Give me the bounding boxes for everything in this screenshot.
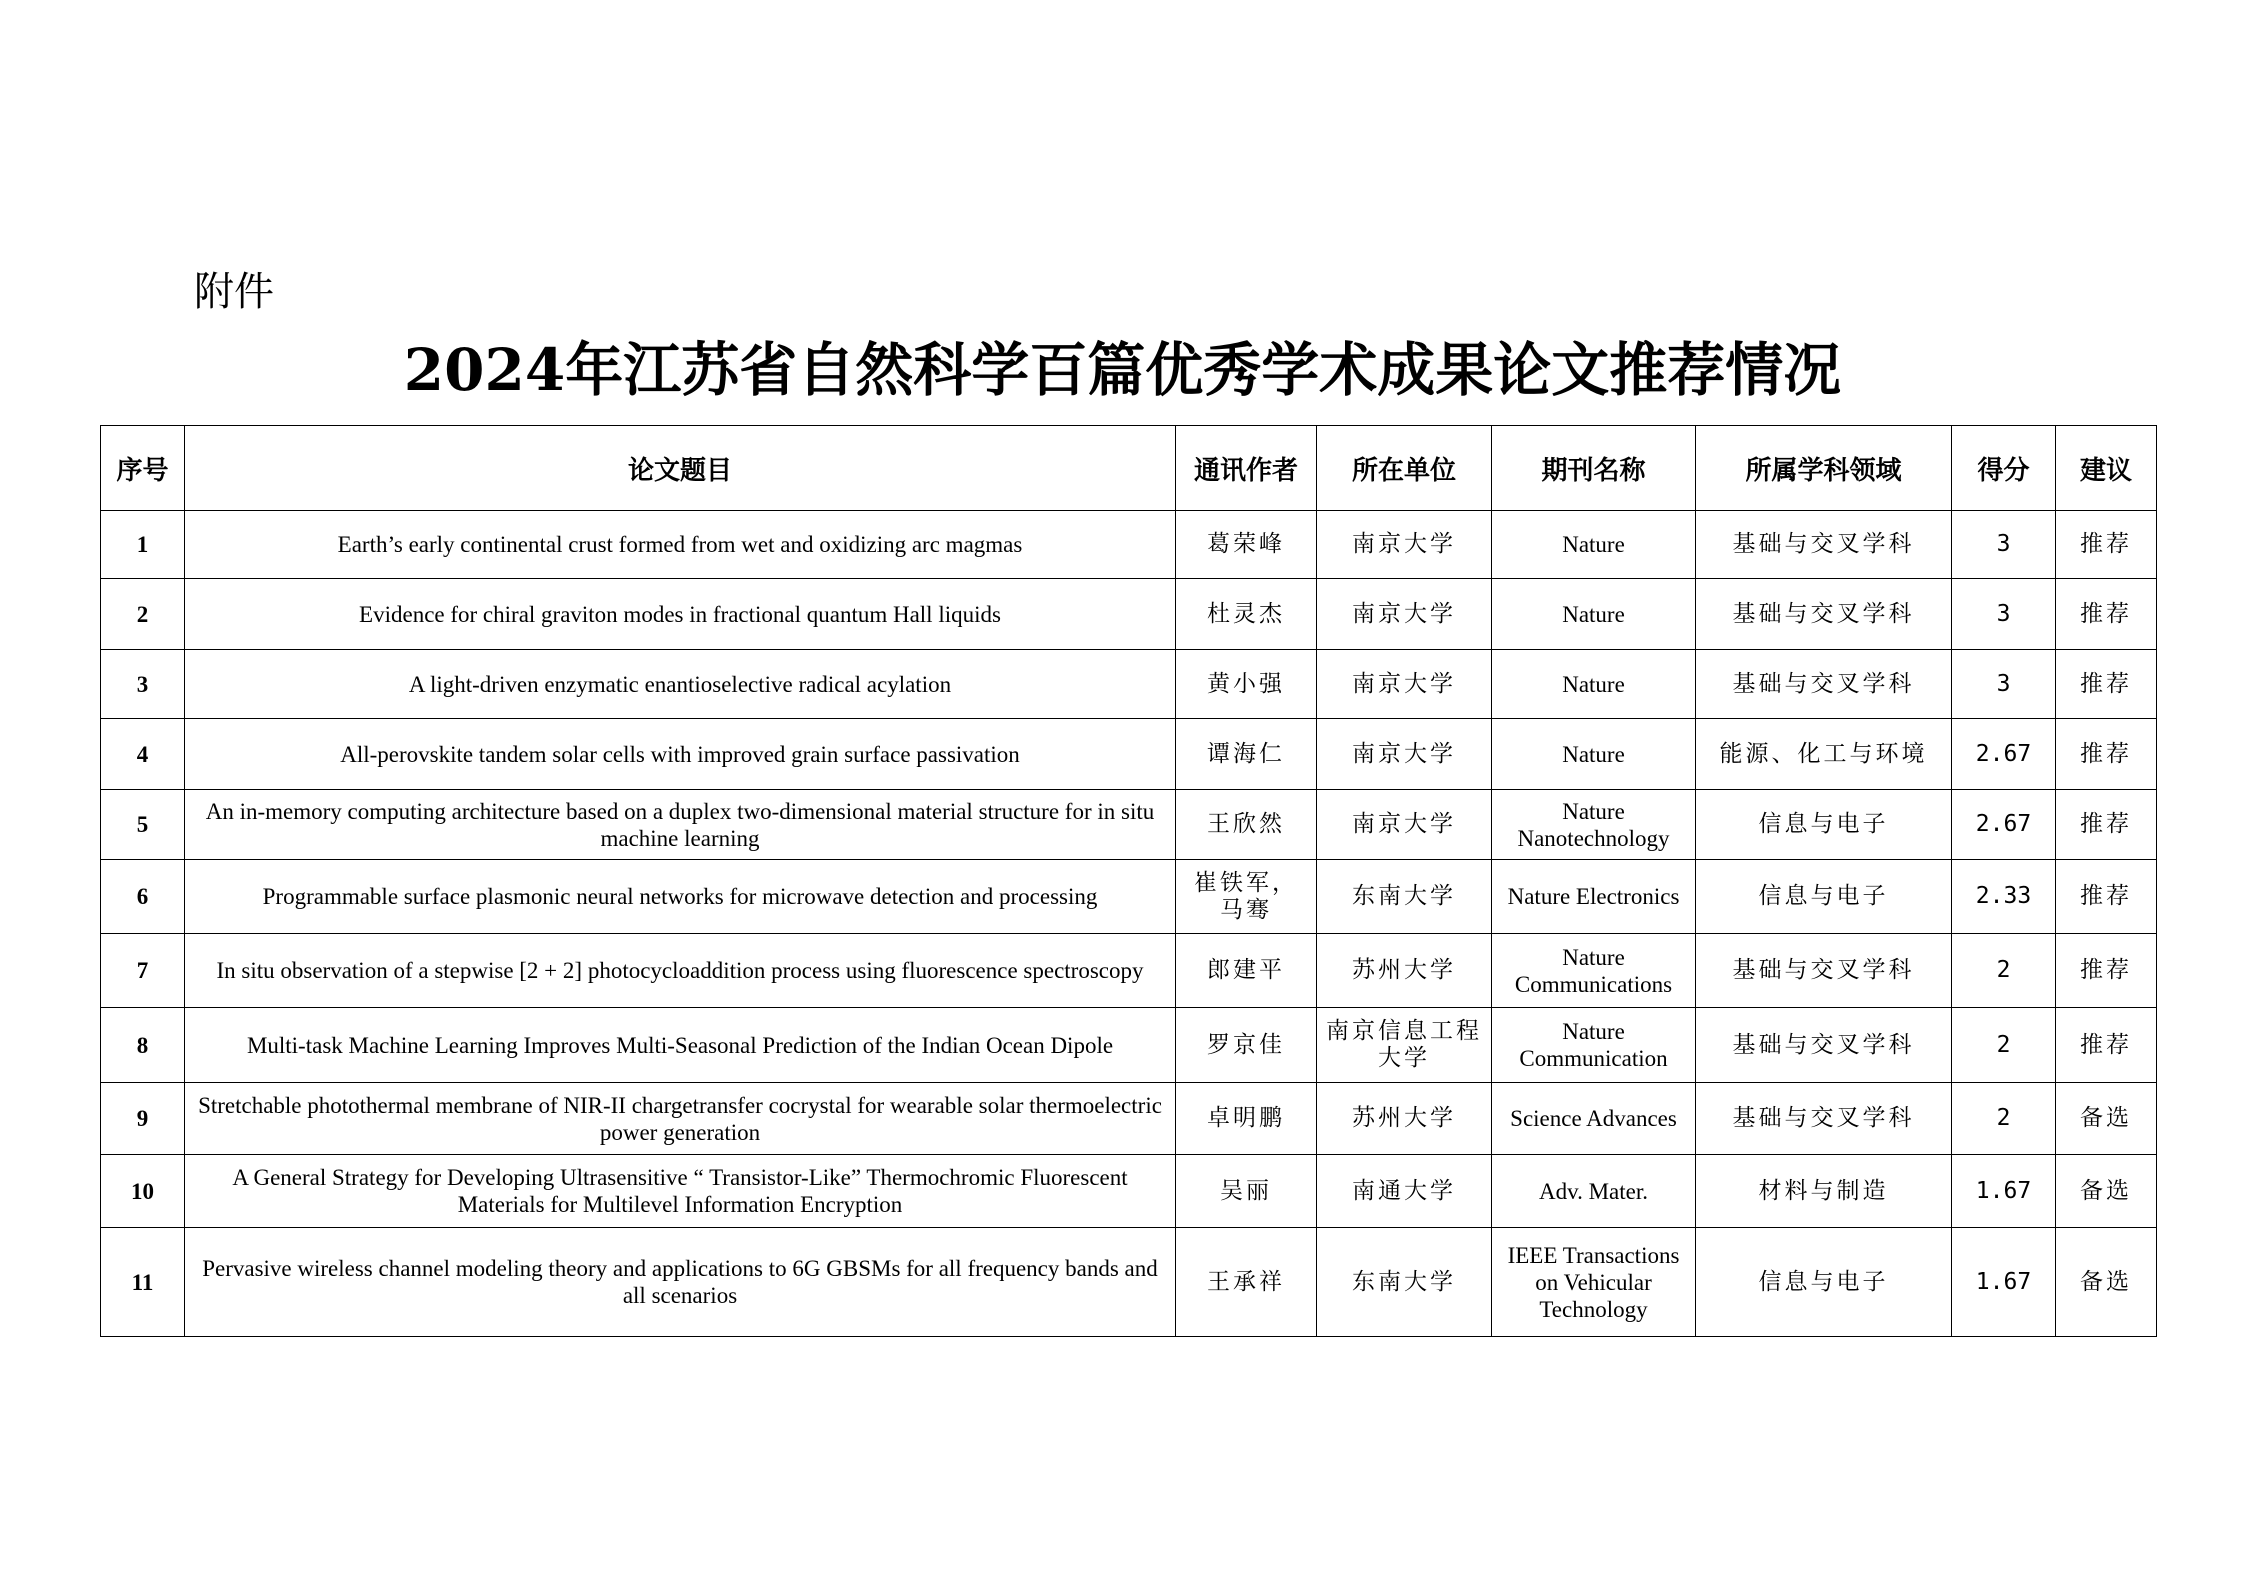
- cell-suggestion: 备选: [2056, 1155, 2157, 1228]
- cell-institution: 苏州大学: [1317, 934, 1492, 1008]
- document-title: 2024年江苏省自然科学百篇优秀学术成果论文推荐情况: [403, 336, 1842, 404]
- header-suggestion: 建议: [2056, 426, 2157, 511]
- cell-score: 2: [1952, 934, 2056, 1008]
- cell-journal: Science Advances: [1492, 1083, 1696, 1155]
- cell-institution: 东南大学: [1317, 1228, 1492, 1337]
- cell-paper-title: A light-driven enzymatic enantioselective radical acylation: [185, 650, 1176, 719]
- cell-index: 2: [101, 579, 185, 650]
- cell-institution: 苏州大学: [1317, 1083, 1492, 1155]
- cell-index: 4: [101, 719, 185, 790]
- cell-suggestion: 推荐: [2056, 511, 2157, 579]
- cell-score: 2: [1952, 1083, 2056, 1155]
- cell-author: 王承祥: [1176, 1228, 1317, 1337]
- cell-index: 8: [101, 1008, 185, 1083]
- cell-journal: Nature Communication: [1492, 1008, 1696, 1083]
- cell-institution: 南京大学: [1317, 511, 1492, 579]
- recommendation-table: [100, 425, 2157, 1337]
- table-row: [101, 650, 2157, 719]
- cell-institution: 东南大学: [1317, 860, 1492, 934]
- cell-score: 3: [1952, 579, 2056, 650]
- cell-paper-title: An in-memory computing architecture based on a duplex two-dimensional material structure for in situ machine learning: [185, 790, 1176, 860]
- cell-score: 2: [1952, 1008, 2056, 1083]
- cell-field: 基础与交叉学科: [1696, 579, 1952, 650]
- cell-index: 9: [101, 1083, 185, 1155]
- cell-journal: Nature: [1492, 650, 1696, 719]
- table-row: [101, 1228, 2157, 1337]
- table-row: [101, 579, 2157, 650]
- cell-paper-title: A General Strategy for Developing Ultrasensitive “ Transistor-Like” Thermochromic Fluorescent Materials for Multilevel Information Encryption: [185, 1155, 1176, 1228]
- table-row: [101, 1155, 2157, 1228]
- cell-field: 信息与电子: [1696, 1228, 1952, 1337]
- table-row: [101, 934, 2157, 1008]
- cell-score: 2.67: [1952, 790, 2056, 860]
- cell-paper-title: Evidence for chiral graviton modes in fractional quantum Hall liquids: [185, 579, 1176, 650]
- cell-score: 3: [1952, 511, 2056, 579]
- cell-field: 基础与交叉学科: [1696, 511, 1952, 579]
- table-row: [101, 1083, 2157, 1155]
- cell-field: 能源、化工与环境: [1696, 719, 1952, 790]
- cell-institution: 南京大学: [1317, 790, 1492, 860]
- cell-author: 郎建平: [1176, 934, 1317, 1008]
- cell-author: 罗京佳: [1176, 1008, 1317, 1083]
- cell-suggestion: 备选: [2056, 1083, 2157, 1155]
- cell-suggestion: 推荐: [2056, 934, 2157, 1008]
- attachment-label: 附件: [194, 269, 274, 315]
- cell-institution: 南京大学: [1317, 650, 1492, 719]
- header-journal: 期刊名称: [1492, 426, 1696, 511]
- cell-score: 1.67: [1952, 1155, 2056, 1228]
- header-paper-title: 论文题目: [185, 426, 1176, 511]
- cell-index: 10: [101, 1155, 185, 1228]
- cell-paper-title: All-perovskite tandem solar cells with improved grain surface passivation: [185, 719, 1176, 790]
- cell-index: 11: [101, 1228, 185, 1337]
- cell-journal: Nature: [1492, 579, 1696, 650]
- cell-suggestion: 推荐: [2056, 650, 2157, 719]
- cell-field: 信息与电子: [1696, 860, 1952, 934]
- cell-author: 葛荣峰: [1176, 511, 1317, 579]
- cell-index: 6: [101, 860, 185, 934]
- cell-field: 基础与交叉学科: [1696, 934, 1952, 1008]
- cell-journal: Nature: [1492, 719, 1696, 790]
- cell-paper-title: Earth’s early continental crust formed from wet and oxidizing arc magmas: [185, 511, 1176, 579]
- header-field: 所属学科领域: [1696, 426, 1952, 511]
- table-row: [101, 511, 2157, 579]
- cell-paper-title: In situ observation of a stepwise [2 + 2] photocycloaddition process using fluorescence spectroscopy: [185, 934, 1176, 1008]
- cell-field: 基础与交叉学科: [1696, 1083, 1952, 1155]
- cell-score: 2.67: [1952, 719, 2056, 790]
- cell-author: 王欣然: [1176, 790, 1317, 860]
- table-row: [101, 1008, 2157, 1083]
- header-institution: 所在单位: [1317, 426, 1492, 511]
- cell-author: 黄小强: [1176, 650, 1317, 719]
- header-author: 通讯作者: [1176, 426, 1317, 511]
- cell-suggestion: 推荐: [2056, 579, 2157, 650]
- cell-institution: 南通大学: [1317, 1155, 1492, 1228]
- cell-journal: Nature Electronics: [1492, 860, 1696, 934]
- cell-paper-title: Stretchable photothermal membrane of NIR-II chargetransfer cocrystal for wearable solar thermoelectric power generation: [185, 1083, 1176, 1155]
- cell-journal: Adv. Mater.: [1492, 1155, 1696, 1228]
- header-score: 得分: [1952, 426, 2056, 511]
- table-row: [101, 860, 2157, 934]
- cell-paper-title: Multi-task Machine Learning Improves Multi-Seasonal Prediction of the Indian Ocean Dipole: [185, 1008, 1176, 1083]
- cell-author: 崔铁军，马骞: [1176, 860, 1317, 934]
- header-index: 序号: [101, 426, 185, 511]
- cell-author: 吴丽: [1176, 1155, 1317, 1228]
- cell-journal: Nature: [1492, 511, 1696, 579]
- cell-author: 杜灵杰: [1176, 579, 1317, 650]
- cell-suggestion: 推荐: [2056, 860, 2157, 934]
- cell-suggestion: 推荐: [2056, 719, 2157, 790]
- cell-journal: Nature Nanotechnology: [1492, 790, 1696, 860]
- table-body: [101, 511, 2157, 1337]
- cell-journal: Nature Communications: [1492, 934, 1696, 1008]
- table-header-row: [101, 426, 2157, 511]
- cell-field: 基础与交叉学科: [1696, 1008, 1952, 1083]
- cell-score: 1.67: [1952, 1228, 2056, 1337]
- cell-institution: 南京大学: [1317, 719, 1492, 790]
- cell-suggestion: 推荐: [2056, 1008, 2157, 1083]
- cell-score: 2.33: [1952, 860, 2056, 934]
- cell-institution: 南京信息工程大学: [1317, 1008, 1492, 1083]
- cell-field: 基础与交叉学科: [1696, 650, 1952, 719]
- cell-index: 5: [101, 790, 185, 860]
- cell-index: 1: [101, 511, 185, 579]
- table-row: [101, 719, 2157, 790]
- cell-journal: IEEE Transactions on Vehicular Technology: [1492, 1228, 1696, 1337]
- cell-author: 谭海仁: [1176, 719, 1317, 790]
- cell-suggestion: 备选: [2056, 1228, 2157, 1337]
- cell-paper-title: Pervasive wireless channel modeling theory and applications to 6G GBSMs for all frequency bands and all scenarios: [185, 1228, 1176, 1337]
- cell-field: 信息与电子: [1696, 790, 1952, 860]
- cell-author: 卓明鹏: [1176, 1083, 1317, 1155]
- cell-score: 3: [1952, 650, 2056, 719]
- cell-field: 材料与制造: [1696, 1155, 1952, 1228]
- table-row: [101, 790, 2157, 860]
- cell-institution: 南京大学: [1317, 579, 1492, 650]
- cell-index: 3: [101, 650, 185, 719]
- cell-suggestion: 推荐: [2056, 790, 2157, 860]
- cell-index: 7: [101, 934, 185, 1008]
- cell-paper-title: Programmable surface plasmonic neural networks for microwave detection and processing: [185, 860, 1176, 934]
